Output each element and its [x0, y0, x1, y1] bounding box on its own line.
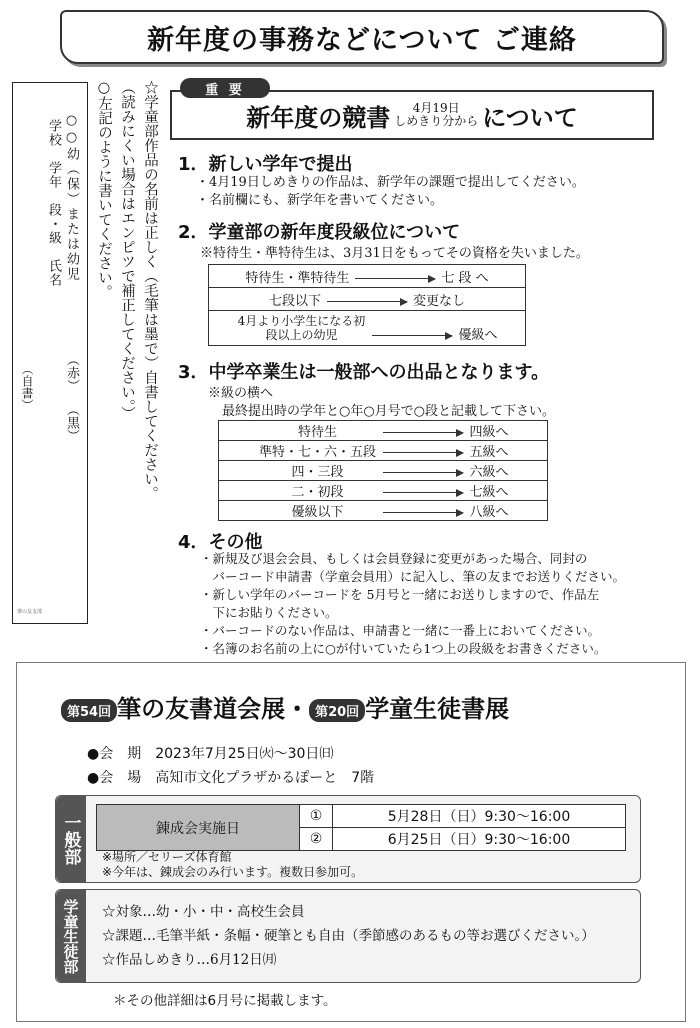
- table-row: 四・三段 六級へ: [219, 461, 548, 481]
- note-1: ☆学童部作品の名前は正しく（毛筆は墨で）自書してください。: [142, 80, 158, 501]
- table-row: 準特・七・六・五段 五級へ: [219, 441, 548, 461]
- form-line-1: ○○幼（保）または幼児: [64, 113, 79, 282]
- form-line-2: 学校 学年 段・級 氏名: [46, 119, 61, 287]
- form-black: （黒）: [64, 403, 79, 442]
- exhibit-period: ●会 期 2023年7月25日㈫～30日㈰: [87, 746, 334, 762]
- item1-heading: 1．新しい学年で提出: [178, 154, 353, 175]
- table-row: 特待生・準特待生 七 段 へ: [209, 265, 526, 288]
- item1-body: ・4月19日しめきりの作品は、新学年の課題で提出してください。 ・名前欄にも、新学年を書いてください。: [196, 175, 585, 208]
- item2-note: ※特待生・準特待生は、3月31日をもってその資格を失いました。: [200, 246, 589, 261]
- table-row: 二・初段 七級へ: [219, 481, 548, 501]
- exhibit-venue: ●会 場 高知市文化プラザかるぽーと 7階: [87, 770, 375, 786]
- section-title-a: 新年度の競書: [246, 102, 391, 132]
- student-section: [55, 889, 641, 983]
- table-row: 錬成会実施日 ① 5月28日（日）9:30～16:00: [97, 805, 626, 828]
- exhibit-title: 第54回 筆の友書道会展・ 第20回 学童生徒書展: [61, 689, 509, 724]
- banner-title: 新年度の事務などについて ご連絡: [147, 24, 577, 56]
- note-2: （読みにくい場合はエンピツで補正してください。）: [119, 80, 135, 421]
- exhibition-panel: [16, 662, 686, 1022]
- form-small-label: 筆の友支部: [17, 609, 43, 615]
- general-table: [96, 804, 626, 851]
- note-3: ○左記のように書いてください。: [96, 80, 112, 299]
- form-self-write: （自書）: [20, 363, 34, 411]
- general-section: [55, 795, 641, 883]
- section-title-b: について: [482, 102, 578, 132]
- general-notes: ※場所／セリーズ体育館 ※今年は、錬成会のみ行います。複数日参加可。: [102, 850, 364, 879]
- vertical-notes: [92, 80, 161, 600]
- table-row: 七段以下 変更なし: [209, 288, 526, 311]
- item3-note-1: ※級の横へ: [208, 386, 274, 401]
- table-row: 特待生 四級へ: [219, 421, 548, 441]
- form-red: （赤）: [64, 353, 79, 392]
- footer-note: ＊その他詳細は6月号に掲載します。: [113, 993, 337, 1009]
- item4-body: ・新規及び退会会員、もしくは会員登録に変更があった場合、同封の バーコード申請書（学童会員用）に記入し、筆の友までお送りください。 ・新しい学年のバーコードを 5月号と一緒にお送りしますので、作品左 下にお貼りください。 ・バーコードのない作品は、申請書と一緒に一番上においてください。 ・名簿のお名前の上に○が付いていたら1つ上の段級をお書きください。: [200, 551, 626, 656]
- section-title-date: 4月19日 しめきり分から: [394, 101, 479, 128]
- table-row: 4月より小学生になる初段以上の幼児 優級へ: [209, 311, 526, 346]
- page-banner: [60, 10, 664, 64]
- item3-heading: 3．中学卒業生は一般部への出品となります。: [178, 362, 550, 383]
- general-side-label: 一般部: [56, 796, 86, 882]
- name-form-sample: [12, 82, 88, 624]
- item2-table: [208, 264, 526, 346]
- item2-heading: 2．学童部の新年度段級位について: [178, 222, 461, 243]
- item3-table: [218, 420, 548, 521]
- table-row: ② 6月25日（日）9:30～16:00: [97, 828, 626, 851]
- table-row: 優級以下 八級へ: [219, 501, 548, 521]
- item3-note-2: 最終提出時の学年と○年○月号で○段と記載して下さい。: [222, 404, 556, 419]
- item4-heading: 4．その他: [178, 532, 263, 553]
- student-lines: ☆対象…幼・小・中・高校生会員 ☆課題…毛筆半紙・条幅・硬筆とも自由（季節感のあるもの等お選びください。） ☆作品しめきり…6月12日㈪: [102, 904, 595, 968]
- important-tag: 重 要: [180, 78, 270, 98]
- student-side-label: 学童生徒部: [56, 890, 86, 982]
